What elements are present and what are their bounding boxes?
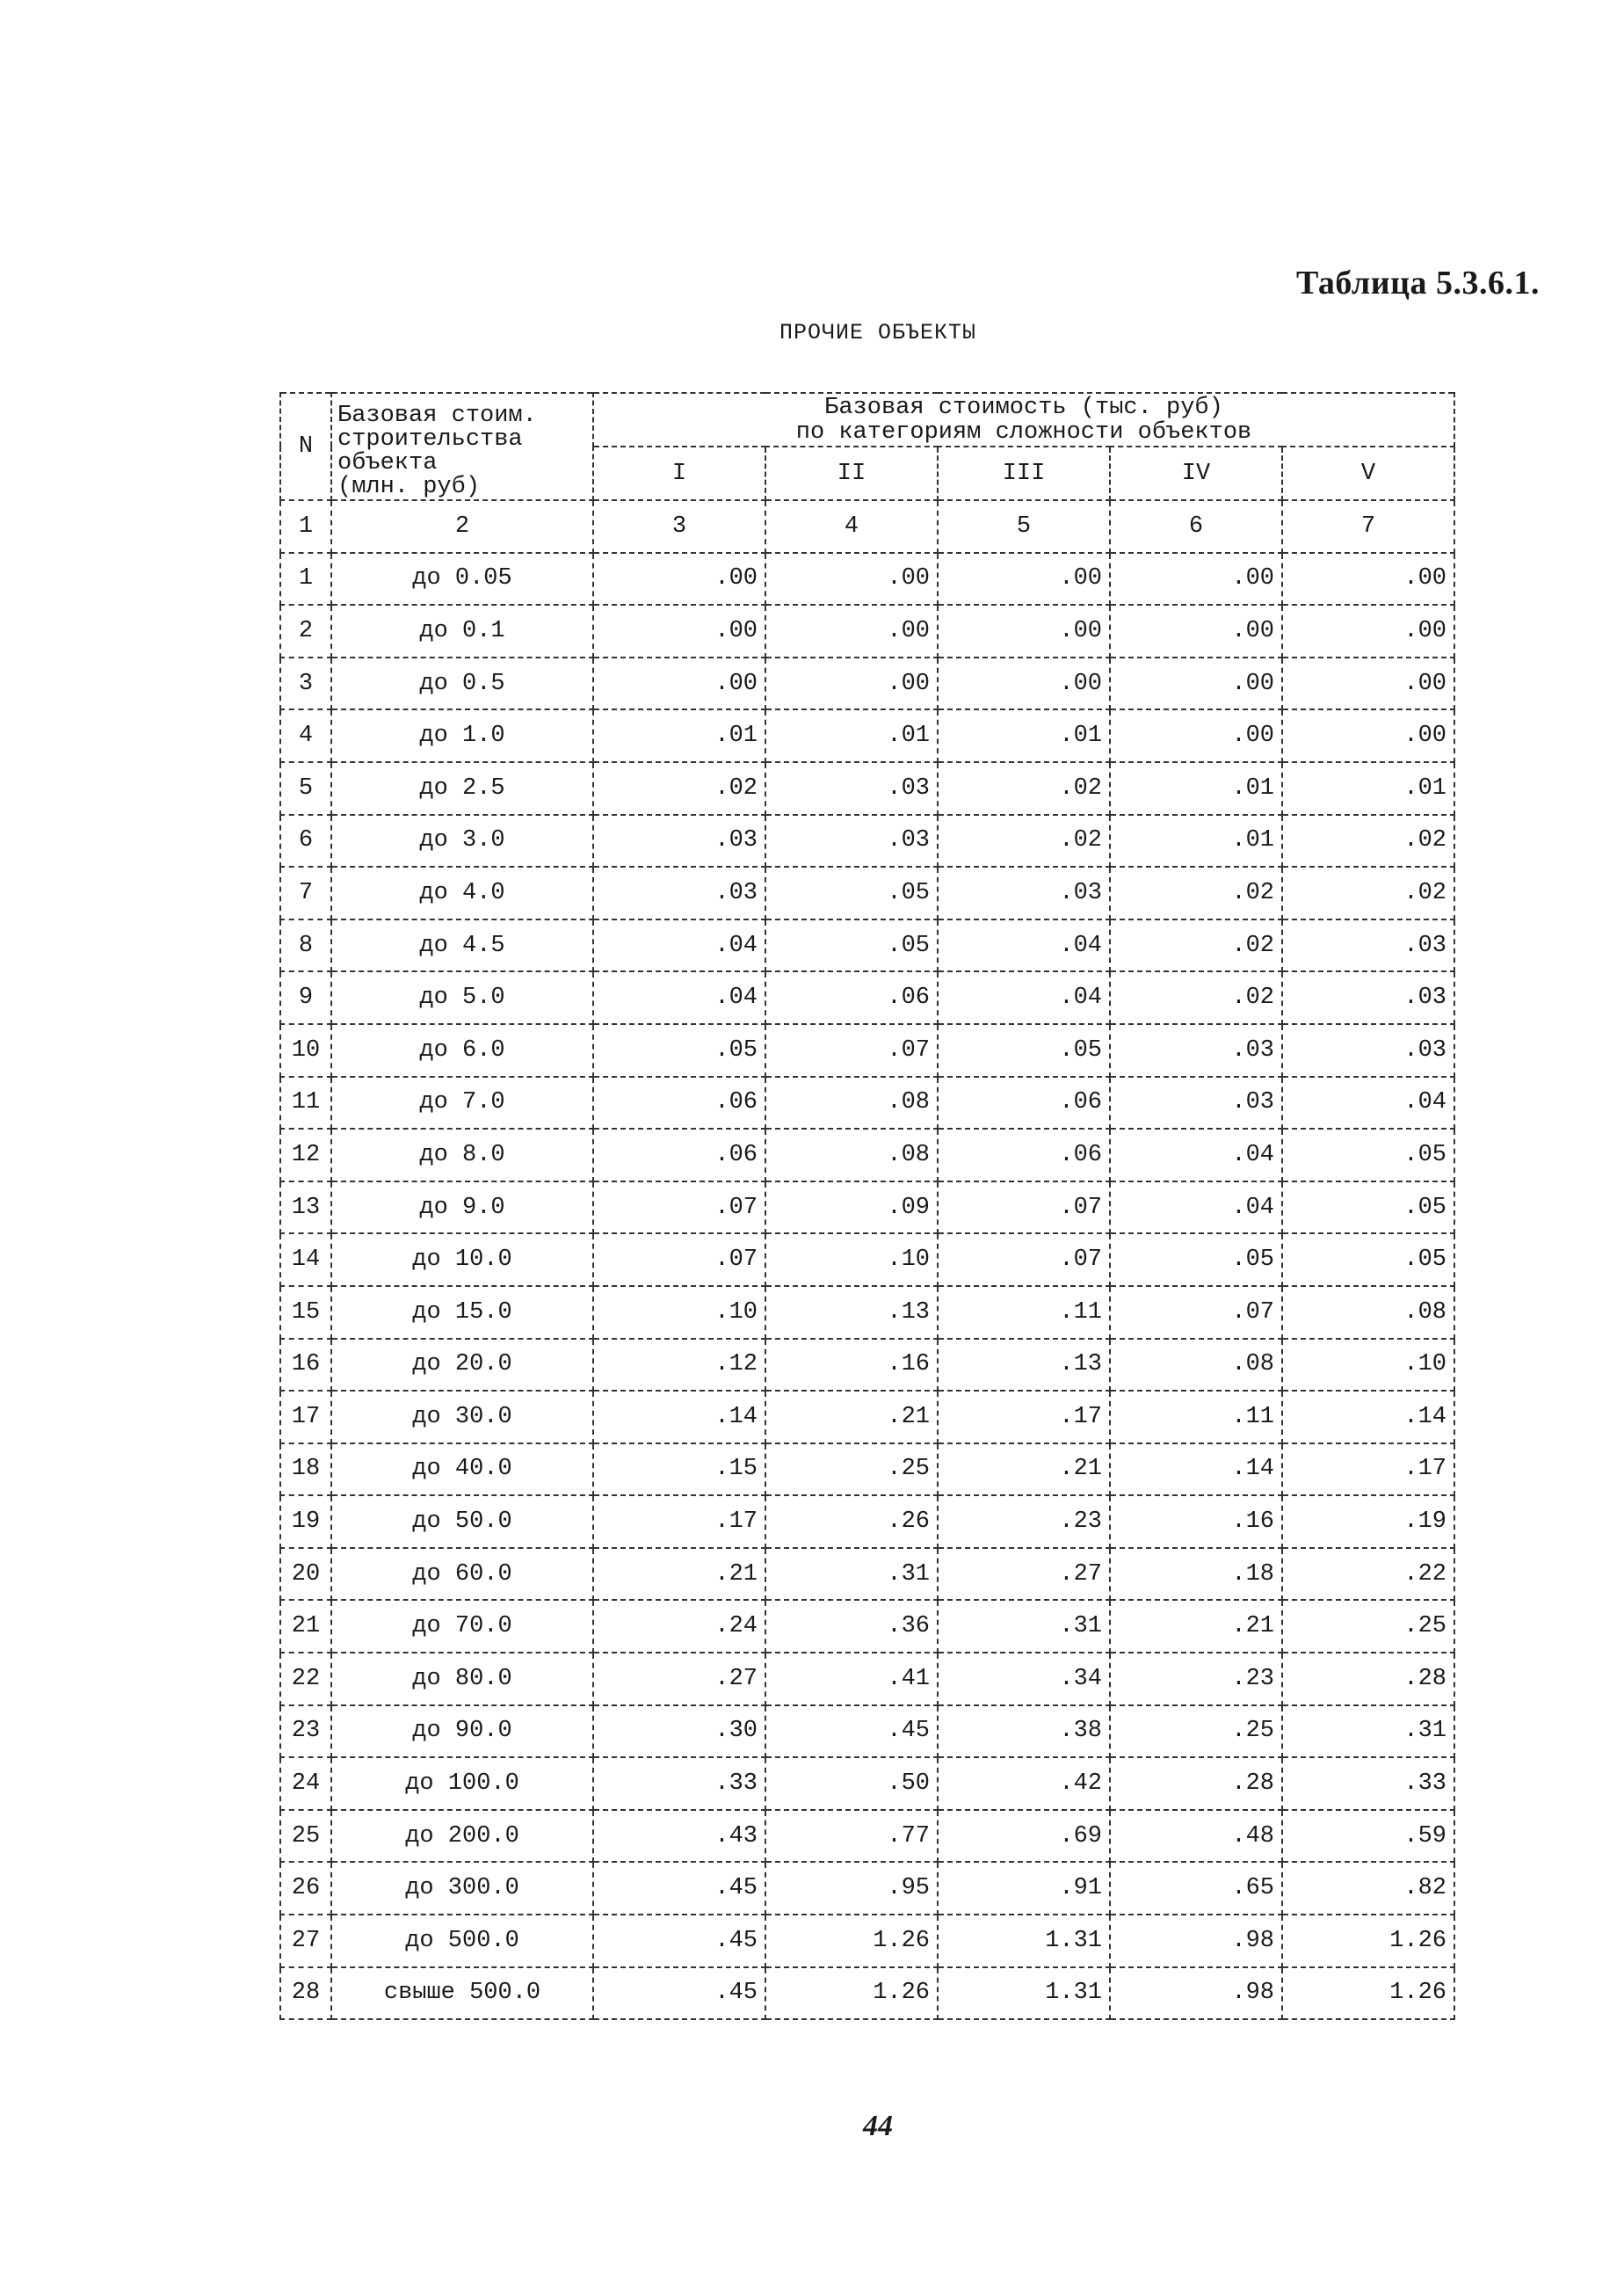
table-row: [280, 762, 1454, 815]
category-value: .22: [1282, 1548, 1454, 1601]
table-row: [280, 1391, 1454, 1443]
header-row-main: [280, 393, 1454, 447]
category-value: .00: [1110, 553, 1282, 606]
category-value: .16: [765, 1339, 938, 1392]
category-value: .23: [1110, 1653, 1282, 1705]
col-number: 3: [593, 500, 765, 553]
table-row: [280, 1967, 1454, 2020]
table-row: [280, 1233, 1454, 1286]
table-row: [280, 815, 1454, 868]
category-value: .00: [593, 658, 765, 710]
table-row: [280, 1810, 1454, 1863]
table-row: [280, 1339, 1454, 1392]
category-value: .06: [938, 1077, 1110, 1130]
category-value: .30: [593, 1705, 765, 1758]
row-number: 4: [280, 709, 331, 762]
category-value: .10: [1282, 1339, 1454, 1392]
table-row: [280, 1286, 1454, 1339]
category-value: .45: [765, 1705, 938, 1758]
category-value: .06: [593, 1129, 765, 1181]
base-cost-value: свыше 500.0: [331, 1967, 593, 2020]
base-cost-value: до 9.0: [331, 1181, 593, 1234]
category-value: .12: [593, 1339, 765, 1392]
table-row: [280, 1024, 1454, 1077]
col-number: 4: [765, 500, 938, 553]
base-cost-value: до 20.0: [331, 1339, 593, 1392]
category-value: .25: [1282, 1600, 1454, 1653]
base-cost-value: до 8.0: [331, 1129, 593, 1181]
category-value: .21: [593, 1548, 765, 1601]
category-value: .38: [938, 1705, 1110, 1758]
category-value: .91: [938, 1862, 1110, 1915]
table-row: [280, 1600, 1454, 1653]
category-value: .07: [593, 1181, 765, 1234]
table-row: [280, 1862, 1454, 1915]
category-value: .02: [1110, 919, 1282, 972]
category-value: .00: [765, 553, 938, 606]
row-number: 21: [280, 1600, 331, 1653]
row-number: 15: [280, 1286, 331, 1339]
category-value: .03: [1282, 1024, 1454, 1077]
category-value: .42: [938, 1757, 1110, 1810]
category-value: .33: [593, 1757, 765, 1810]
category-value: .95: [765, 1862, 938, 1915]
category-value: .82: [1282, 1862, 1454, 1915]
category-4: IV: [1110, 447, 1282, 500]
category-value: .08: [1282, 1286, 1454, 1339]
col-number: 2: [331, 500, 593, 553]
category-value: .14: [1282, 1391, 1454, 1443]
table-row: [280, 971, 1454, 1024]
base-cost-value: до 90.0: [331, 1705, 593, 1758]
category-value: .03: [938, 867, 1110, 919]
category-value: .01: [938, 709, 1110, 762]
page-number: 44: [863, 2110, 893, 2142]
column-number-row: [280, 500, 1454, 553]
base-cost-value: до 50.0: [331, 1495, 593, 1548]
row-number: 10: [280, 1024, 331, 1077]
table-row: [280, 1129, 1454, 1181]
base-cost-value: до 30.0: [331, 1391, 593, 1443]
row-number: 17: [280, 1391, 331, 1443]
table-row: [280, 553, 1454, 606]
category-value: .03: [593, 815, 765, 868]
col-number: 6: [1110, 500, 1282, 553]
category-value: .01: [1110, 762, 1282, 815]
header-base-cost: [331, 393, 593, 500]
table-row: [280, 1181, 1454, 1234]
table-label: Таблица 5.3.6.1.: [1295, 265, 1540, 302]
row-number: 1: [280, 553, 331, 606]
base-cost-value: до 200.0: [331, 1810, 593, 1863]
table-row: [280, 1077, 1454, 1130]
category-value: .01: [1110, 815, 1282, 868]
category-value: .08: [765, 1129, 938, 1181]
base-cost-value: до 0.5: [331, 658, 593, 710]
row-number: 5: [280, 762, 331, 815]
category-value: .07: [1110, 1286, 1282, 1339]
category-value: .05: [1282, 1129, 1454, 1181]
category-3: III: [938, 447, 1110, 500]
category-value: .21: [765, 1391, 938, 1443]
category-value: .41: [765, 1653, 938, 1705]
category-value: .08: [765, 1077, 938, 1130]
category-value: .17: [1282, 1443, 1454, 1496]
category-value: .11: [1110, 1391, 1282, 1443]
header-base-cost-line2: строительства: [337, 426, 523, 453]
category-value: .45: [593, 1915, 765, 1967]
category-value: .50: [765, 1757, 938, 1810]
category-value: .01: [765, 709, 938, 762]
category-value: .00: [938, 553, 1110, 606]
category-1: I: [593, 447, 765, 500]
category-value: .02: [938, 762, 1110, 815]
category-value: .45: [593, 1967, 765, 2020]
category-value: .28: [1110, 1757, 1282, 1810]
header-n: N: [280, 393, 331, 500]
category-value: .06: [765, 971, 938, 1024]
table-title: ПРОЧИЕ ОБЪЕКТЫ: [779, 320, 977, 345]
base-cost-value: до 3.0: [331, 815, 593, 868]
row-number: 22: [280, 1653, 331, 1705]
category-value: .13: [938, 1339, 1110, 1392]
category-value: .02: [593, 762, 765, 815]
category-value: .00: [1282, 658, 1454, 710]
category-value: .77: [765, 1810, 938, 1863]
base-cost-value: до 6.0: [331, 1024, 593, 1077]
category-value: .65: [1110, 1862, 1282, 1915]
category-value: .11: [938, 1286, 1110, 1339]
base-cost-value: до 10.0: [331, 1233, 593, 1286]
category-value: .04: [938, 971, 1110, 1024]
category-value: .03: [765, 815, 938, 868]
category-value: 1.26: [765, 1915, 938, 1967]
row-number: 2: [280, 605, 331, 658]
category-value: 1.26: [765, 1967, 938, 2020]
category-value: .19: [1282, 1495, 1454, 1548]
row-number: 19: [280, 1495, 331, 1548]
row-number: 16: [280, 1339, 331, 1392]
category-value: .07: [938, 1181, 1110, 1234]
row-number: 23: [280, 1705, 331, 1758]
header-base-cost-line4: (млн. руб): [337, 474, 481, 500]
category-value: .18: [1110, 1548, 1282, 1601]
category-value: .02: [1110, 971, 1282, 1024]
header-base-cost-line3: объекта: [337, 450, 438, 476]
category-value: .00: [1110, 709, 1282, 762]
category-value: .00: [765, 605, 938, 658]
row-number: 13: [280, 1181, 331, 1234]
category-value: .43: [593, 1810, 765, 1863]
table-row: [280, 1757, 1454, 1810]
category-value: .07: [593, 1233, 765, 1286]
category-value: .00: [1282, 709, 1454, 762]
table-row: [280, 1548, 1454, 1601]
category-value: .08: [1110, 1339, 1282, 1392]
category-value: .14: [1110, 1443, 1282, 1496]
base-cost-value: до 40.0: [331, 1443, 593, 1496]
category-value: .02: [1110, 867, 1282, 919]
base-cost-value: до 100.0: [331, 1757, 593, 1810]
category-value: .09: [765, 1181, 938, 1234]
row-number: 3: [280, 658, 331, 710]
base-cost-value: до 4.0: [331, 867, 593, 919]
category-value: .00: [938, 605, 1110, 658]
base-cost-value: до 5.0: [331, 971, 593, 1024]
category-value: .26: [765, 1495, 938, 1548]
category-value: .03: [1282, 919, 1454, 972]
base-cost-value: до 500.0: [331, 1915, 593, 1967]
cost-table: [279, 392, 1455, 2020]
category-5: V: [1282, 447, 1454, 500]
row-number: 9: [280, 971, 331, 1024]
category-value: .05: [765, 919, 938, 972]
category-value: .05: [593, 1024, 765, 1077]
category-value: .04: [1282, 1077, 1454, 1130]
category-value: .31: [938, 1600, 1110, 1653]
category-value: .25: [1110, 1705, 1282, 1758]
table-body: [280, 553, 1454, 2020]
base-cost-value: до 0.1: [331, 605, 593, 658]
category-value: .10: [765, 1233, 938, 1286]
category-value: .27: [938, 1548, 1110, 1601]
category-value: .04: [938, 919, 1110, 972]
category-value: .06: [938, 1129, 1110, 1181]
category-value: .98: [1110, 1967, 1282, 2020]
table-row: [280, 709, 1454, 762]
category-value: .03: [765, 762, 938, 815]
col-number: 5: [938, 500, 1110, 553]
base-cost-value: до 4.5: [331, 919, 593, 972]
category-value: .28: [1282, 1653, 1454, 1705]
category-value: .69: [938, 1810, 1110, 1863]
category-value: .00: [1110, 658, 1282, 710]
category-value: .14: [593, 1391, 765, 1443]
category-value: .24: [593, 1600, 765, 1653]
col-number: 1: [280, 500, 331, 553]
category-value: .04: [1110, 1129, 1282, 1181]
category-value: .04: [1110, 1181, 1282, 1234]
table-row: [280, 1653, 1454, 1705]
category-value: .36: [765, 1600, 938, 1653]
category-value: .01: [593, 709, 765, 762]
category-value: .04: [593, 919, 765, 972]
category-value: .34: [938, 1653, 1110, 1705]
category-value: .05: [1110, 1233, 1282, 1286]
row-number: 6: [280, 815, 331, 868]
category-value: .05: [765, 867, 938, 919]
table-row: [280, 1705, 1454, 1758]
category-value: .03: [1282, 971, 1454, 1024]
category-value: .03: [1110, 1077, 1282, 1130]
header-base-cost-line1: Базовая стоим.: [337, 403, 537, 429]
table-row: [280, 658, 1454, 710]
category-value: .31: [765, 1548, 938, 1601]
row-number: 14: [280, 1233, 331, 1286]
base-cost-value: до 300.0: [331, 1862, 593, 1915]
category-value: .02: [1282, 815, 1454, 868]
row-number: 8: [280, 919, 331, 972]
row-number: 18: [280, 1443, 331, 1496]
category-value: .23: [938, 1495, 1110, 1548]
category-value: .17: [938, 1391, 1110, 1443]
category-value: .27: [593, 1653, 765, 1705]
category-value: .45: [593, 1862, 765, 1915]
base-cost-value: до 70.0: [331, 1600, 593, 1653]
category-value: .31: [1282, 1705, 1454, 1758]
category-value: .03: [593, 867, 765, 919]
base-cost-value: до 2.5: [331, 762, 593, 815]
category-value: .02: [938, 815, 1110, 868]
category-value: .21: [938, 1443, 1110, 1496]
table-row: [280, 867, 1454, 919]
category-value: .15: [593, 1443, 765, 1496]
category-value: .17: [593, 1495, 765, 1548]
category-value: .48: [1110, 1810, 1282, 1863]
header-main: [593, 393, 1454, 447]
category-value: .05: [1282, 1181, 1454, 1234]
table-row: [280, 1443, 1454, 1496]
row-number: 27: [280, 1915, 331, 1967]
base-cost-value: до 0.05: [331, 553, 593, 606]
header-main-line1: Базовая стоимость (тыс. руб): [824, 394, 1223, 421]
row-number: 20: [280, 1548, 331, 1601]
category-value: .10: [593, 1286, 765, 1339]
category-value: .00: [765, 658, 938, 710]
category-value: .04: [593, 971, 765, 1024]
category-value: .07: [938, 1233, 1110, 1286]
row-number: 12: [280, 1129, 331, 1181]
category-value: .07: [765, 1024, 938, 1077]
category-value: .00: [1282, 605, 1454, 658]
category-value: .03: [1110, 1024, 1282, 1077]
base-cost-value: до 60.0: [331, 1548, 593, 1601]
category-value: .02: [1282, 867, 1454, 919]
category-value: .25: [765, 1443, 938, 1496]
table-row: [280, 1915, 1454, 1967]
table-row: [280, 919, 1454, 972]
category-value: .21: [1110, 1600, 1282, 1653]
row-number: 24: [280, 1757, 331, 1810]
row-number: 7: [280, 867, 331, 919]
category-value: 1.31: [938, 1967, 1110, 2020]
col-number: 7: [1282, 500, 1454, 553]
category-value: .00: [593, 605, 765, 658]
table-row: [280, 605, 1454, 658]
row-number: 25: [280, 1810, 331, 1863]
category-value: .16: [1110, 1495, 1282, 1548]
row-number: 26: [280, 1862, 331, 1915]
category-value: .59: [1282, 1810, 1454, 1863]
category-value: .13: [765, 1286, 938, 1339]
base-cost-value: до 7.0: [331, 1077, 593, 1130]
category-value: .00: [1282, 553, 1454, 606]
category-value: .33: [1282, 1757, 1454, 1810]
category-value: .00: [938, 658, 1110, 710]
table-row: [280, 1495, 1454, 1548]
category-value: .05: [1282, 1233, 1454, 1286]
category-value: .01: [1282, 762, 1454, 815]
base-cost-value: до 1.0: [331, 709, 593, 762]
base-cost-value: до 80.0: [331, 1653, 593, 1705]
category-value: 1.26: [1282, 1915, 1454, 1967]
category-value: .98: [1110, 1915, 1282, 1967]
category-value: .05: [938, 1024, 1110, 1077]
category-value: .00: [1110, 605, 1282, 658]
category-value: .06: [593, 1077, 765, 1130]
row-number: 11: [280, 1077, 331, 1130]
row-number: 28: [280, 1967, 331, 2020]
category-value: .00: [593, 553, 765, 606]
header-main-line2: по категориям сложности объектов: [795, 418, 1252, 446]
category-value: 1.26: [1282, 1967, 1454, 2020]
category-value: 1.31: [938, 1915, 1110, 1967]
base-cost-value: до 15.0: [331, 1286, 593, 1339]
category-2: II: [765, 447, 938, 500]
